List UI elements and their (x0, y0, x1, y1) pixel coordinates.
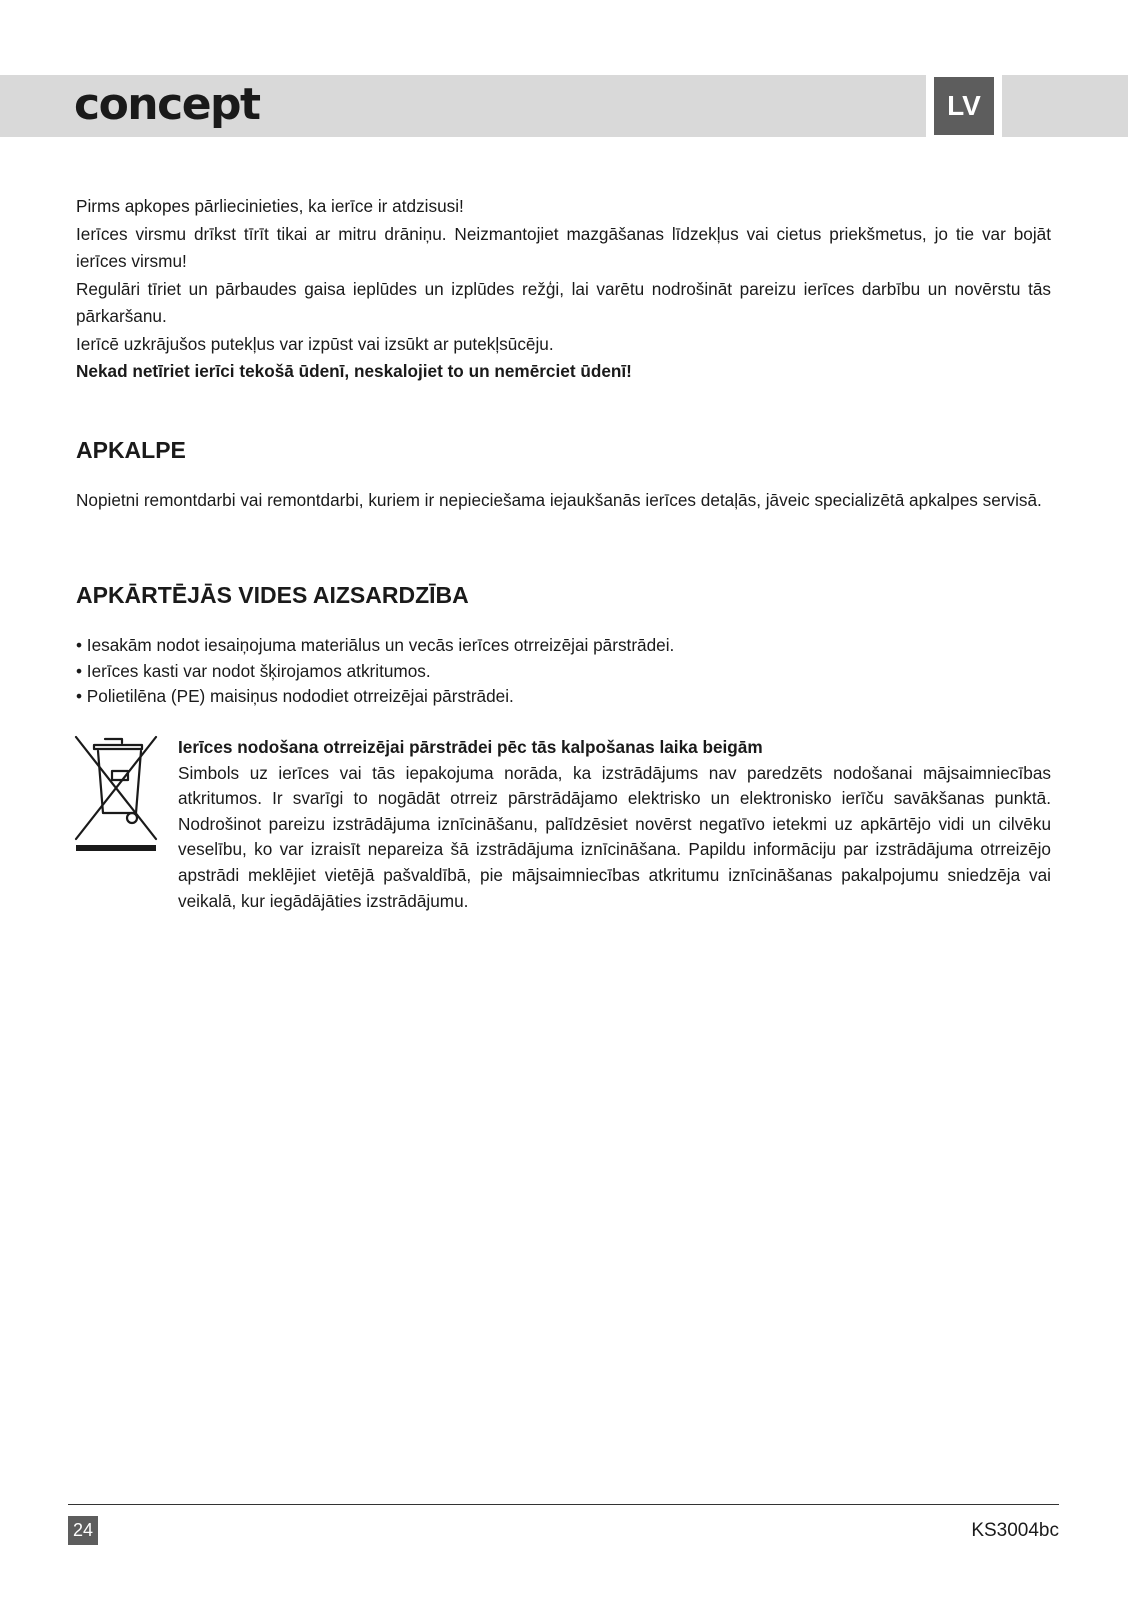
maintenance-instructions (76, 193, 1051, 386)
environment-heading: APKĀRTĒJĀS VIDES AIZSARDZĪBA (76, 582, 469, 608)
service-heading: APKALPE (76, 437, 186, 463)
recycling-list (76, 633, 1051, 710)
intro-line: Ierīcē uzkrājušos putekļus var izpūst vai izsūkt ar putekļsūcēju. (76, 333, 554, 354)
page-number: 24 (68, 1516, 98, 1545)
intro-line: Pirms apkopes pārliecinieties, ka ierīce ir atdzisusi! (76, 196, 464, 216)
crossed-out-wheelie-bin-icon (74, 735, 159, 853)
footer-divider (68, 1504, 1059, 1505)
water-warning: Nekad netīriet ierīci tekošā ūdenī, neskalojiet to un nemērciet ūdenī! (76, 361, 632, 381)
intro-line: Regulāri tīriet un pārbaudes gaisa ieplūdes un izplūdes režģi, lai varētu nodrošināt pareizu ierīces darbību un novērstu tās pārkaršanu. (76, 278, 1051, 326)
weee-text: Simbols uz ierīces vai tās iepakojuma norāda, ka izstrādājums nav paredzēts nodošanai mājsaimniecības atkritumos. Ir svarīgi to nogādāt otrreiz pārstrādājamo elektrisko un elektronisko ierīču savākšanas punktā. Nodrošinot pareizu izstrādājuma iznīcināšanu, palīdzēsiet novērst negatīvo ietekmi uz apkārtējo vidi un cilvēku veselību, ko var izraisīt nepareiza šā izstrādājuma iznīcināšana. Papildu informāciju par izstrādājuma otrreizējo apstrādi meklējiet vietējā pašvaldībā, pie mājsaimniecības atkritumu iznīcināšanas pakalpojumu sniedzēja vai veikalā, kur iegādājāties izstrādājumu. (178, 762, 1051, 911)
list-item: • Ierīces kasti var nodot šķirojamos atkritumos. (76, 660, 431, 681)
language-badge: LV (934, 77, 994, 135)
list-item: • Polietilēna (PE) maisiņus nododiet otrreizējai pārstrādei. (76, 686, 514, 706)
service-text: Nopietni remontdarbi vai remontdarbi, kuriem ir nepieciešama iejaukšanās ierīces detaļās, jāveic specializētā apkalpes servisā. (76, 490, 1042, 510)
model-number: KS3004bc (971, 1520, 1059, 1541)
list-item: • Iesakām nodot iesaiņojuma materiālus un vecās ierīces otrreizējai pārstrādei. (76, 635, 675, 655)
weee-title: Ierīces nodošana otrreizējai pārstrādei pēc tās kalpošanas laika beigām (178, 737, 763, 757)
brand-logo: concept (74, 79, 260, 130)
intro-line: Ierīces virsmu drīkst tīrīt tikai ar mitru drāniņu. Neizmantojiet mazgāšanas līdzekļus vai cietus priekšmetus, jo tie var bojāt ierīces virsmu! (76, 223, 1051, 271)
weee-disposal-info (178, 735, 1051, 914)
